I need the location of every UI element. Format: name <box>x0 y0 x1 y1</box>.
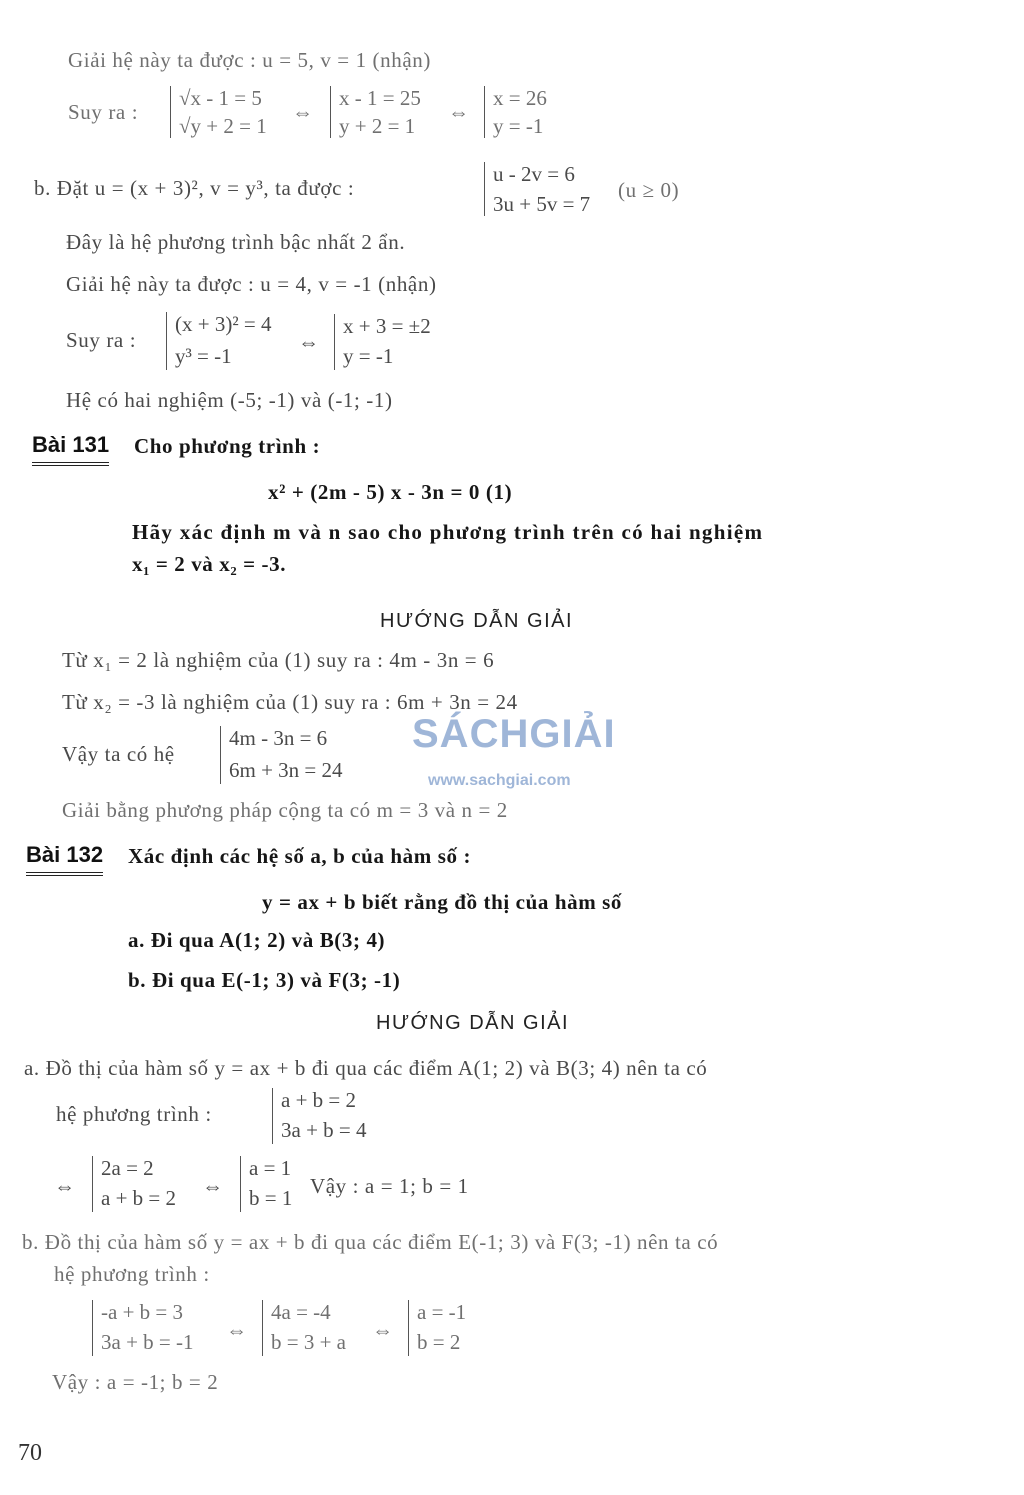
watermark-logo: SÁCHGIẢI <box>412 712 616 756</box>
exercise-intro: Xác định các hệ số a, b của hàm số : <box>128 844 472 868</box>
watermark-url: www.sachgiai.com <box>428 772 571 789</box>
page-number: 70 <box>18 1440 42 1466</box>
system-row: b = 1 <box>249 1186 293 1210</box>
equivalence-symbol: ⇔ <box>372 1318 394 1342</box>
system-row: (x + 3)² = 4 <box>175 312 272 336</box>
text-line: a. Đồ thị của hàm số y = ax + b đi qua các điểm A(1; 2) và B(3; 4) nên ta có <box>24 1056 708 1080</box>
equivalence-symbol: ⇔ <box>292 100 314 124</box>
system-row: a + b = 2 <box>101 1186 177 1210</box>
exercise-question: b. Đi qua E(-1; 3) và F(3; -1) <box>128 968 401 992</box>
equivalence-symbol: ⇔ <box>202 1174 224 1198</box>
system-row: 3a + b = 4 <box>281 1118 367 1142</box>
text-line: Từ x₂ = -3 là nghiệm của (1) suy ra : 6m + 3n = 24 <box>62 690 518 714</box>
system-row: 3u + 5v = 7 <box>493 192 591 216</box>
exercise-intro: Cho phương trình : <box>134 434 321 458</box>
text-line: hệ phương trình : <box>54 1262 210 1286</box>
exercise-equation: x² + (2m - 5) x - 3n = 0 (1) <box>268 480 513 504</box>
system-row: 4m - 3n = 6 <box>229 726 328 750</box>
text-line: Giải hệ này ta được : u = 5, v = 1 (nhận) <box>68 48 431 72</box>
text-line: Từ x₁ = 2 là nghiệm của (1) suy ra : 4m - 3n = 6 <box>62 648 495 672</box>
system-row: √y + 2 = 1 <box>179 114 267 138</box>
exercise-label: Bài 132 <box>26 842 104 867</box>
system-row: y = -1 <box>493 114 544 138</box>
text-line: Vậy : a = 1; b = 1 <box>310 1174 469 1198</box>
system-row: -a + b = 3 <box>101 1300 184 1324</box>
system-row: 6m + 3n = 24 <box>229 758 343 782</box>
text-label: Vậy ta có hệ <box>62 742 175 766</box>
system-row: x = 26 <box>493 86 547 110</box>
equivalence-symbol: ⇔ <box>298 330 320 354</box>
text-label: Suy ra : <box>68 100 139 124</box>
system-row: y³ = -1 <box>175 344 232 368</box>
system-row: x - 1 = 25 <box>339 86 421 110</box>
system-row: a = -1 <box>417 1300 467 1324</box>
system-row: b = 2 <box>417 1330 461 1354</box>
system-row: u - 2v = 6 <box>493 162 575 186</box>
exercise-question: Hãy xác định m và n sao cho phương trình trên có hai nghiệm <box>132 520 764 544</box>
system-row: 4a = -4 <box>271 1300 331 1324</box>
system-row: 2a = 2 <box>101 1156 154 1180</box>
text-line: Đây là hệ phương trình bậc nhất 2 ẩn. <box>66 230 406 254</box>
equivalence-symbol: ⇔ <box>226 1318 248 1342</box>
condition-text: (u ≥ 0) <box>618 178 680 202</box>
exercise-label: Bài 131 <box>32 432 110 457</box>
system-row: a = 1 <box>249 1156 292 1180</box>
system-row: a + b = 2 <box>281 1088 357 1112</box>
text-label: hệ phương trình : <box>56 1102 212 1126</box>
text-line: Hệ có hai nghiệm (-5; -1) và (-1; -1) <box>66 388 393 412</box>
system-row: x + 3 = ±2 <box>343 314 431 338</box>
equivalence-symbol: ⇔ <box>448 100 470 124</box>
text-line: b. Đặt u = (x + 3)², v = y³, ta được : <box>34 176 355 200</box>
system-row: √x - 1 = 5 <box>179 86 262 110</box>
text-line: Giải bằng phương pháp cộng ta có m = 3 và n = 2 <box>62 798 508 822</box>
solution-heading: HƯỚNG DẪN GIẢI <box>380 610 574 632</box>
exercise-question: x₁ = 2 và x₂ = -3. <box>132 552 287 576</box>
text-line: b. Đồ thị của hàm số y = ax + b đi qua các điểm E(-1; 3) và F(3; -1) nên ta có <box>22 1230 719 1254</box>
system-row: y = -1 <box>343 344 394 368</box>
solution-heading: HƯỚNG DẪN GIẢI <box>376 1012 570 1034</box>
text-line: Giải hệ này ta được : u = 4, v = -1 (nhận) <box>66 272 437 296</box>
system-row: b = 3 + a <box>271 1330 347 1354</box>
exercise-question: a. Đi qua A(1; 2) và B(3; 4) <box>128 928 386 952</box>
system-row: 3a + b = -1 <box>101 1330 194 1354</box>
exercise-line: y = ax + b biết rằng đồ thị của hàm số <box>262 890 623 914</box>
equivalence-symbol: ⇔ <box>54 1174 76 1198</box>
system-row: y + 2 = 1 <box>339 114 416 138</box>
text-label: Suy ra : <box>66 328 137 352</box>
text-line: Vậy : a = -1; b = 2 <box>52 1370 219 1394</box>
